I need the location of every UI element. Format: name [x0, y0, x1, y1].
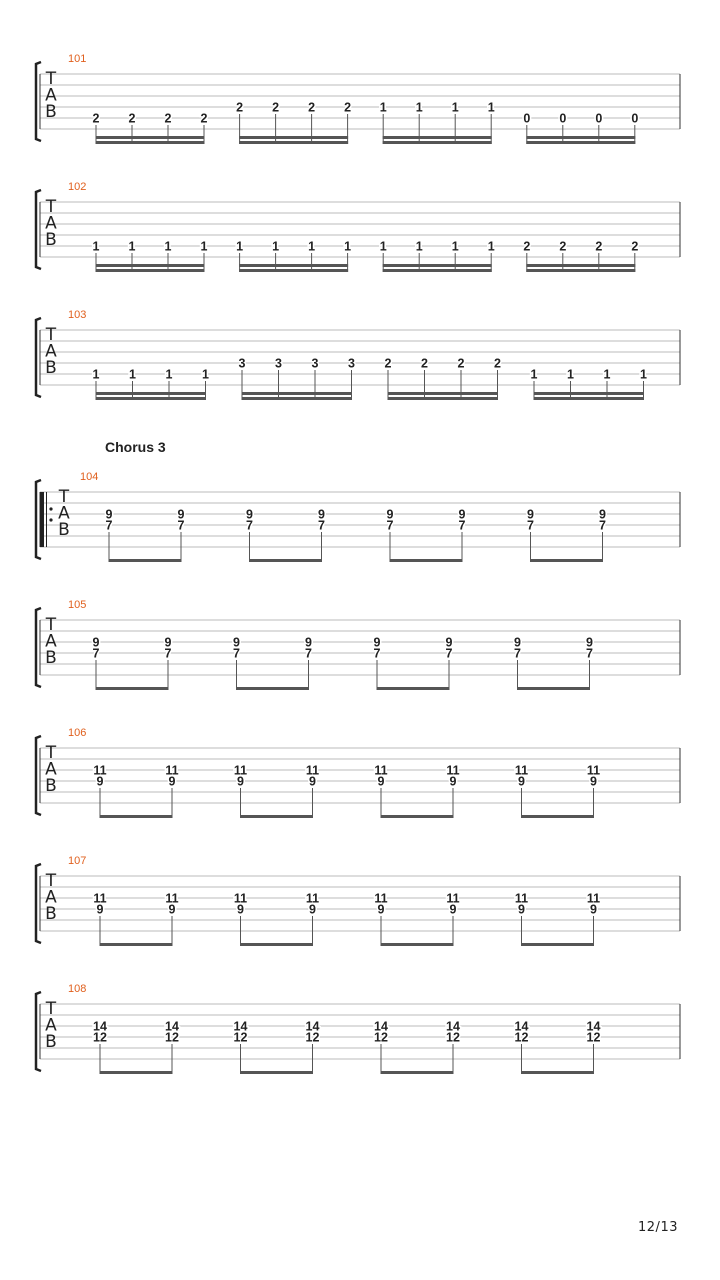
fret-number: 1	[567, 367, 574, 382]
fret-number: 1	[640, 367, 647, 382]
tab-clef-letter: A	[45, 759, 57, 780]
beam	[96, 141, 205, 144]
fret-number: 1	[92, 239, 100, 254]
fret-number: 9	[237, 902, 244, 917]
fret-number: 9	[449, 902, 457, 917]
tab-clef-letter: B	[45, 358, 57, 378]
tab-clef-letter: T	[45, 871, 57, 891]
tab-clef-letter: T	[45, 999, 57, 1019]
fret-number: 2	[308, 100, 316, 115]
fret-number: 1	[603, 367, 611, 382]
fret-number: 9	[518, 902, 525, 917]
fret-number: 3	[311, 356, 319, 371]
fret-number: 7	[105, 518, 113, 533]
section-label: Chorus 3	[105, 439, 166, 455]
fret-number: 1	[415, 100, 423, 115]
beam-secondary	[96, 136, 205, 139]
fret-number: 9	[458, 507, 466, 522]
fret-number: 7	[445, 646, 453, 661]
beam	[100, 815, 173, 818]
fret-number: 9	[445, 635, 453, 650]
beam	[521, 943, 594, 946]
measure-number: 102	[68, 181, 87, 193]
beam	[381, 815, 454, 818]
measure-number: 107	[68, 855, 87, 867]
beam-secondary	[96, 392, 207, 395]
fret-number: 12	[586, 1030, 601, 1045]
fret-number: 14	[446, 1019, 460, 1034]
fret-number: 11	[514, 891, 529, 906]
fret-number: 7	[92, 646, 100, 661]
beam	[236, 687, 309, 690]
beam	[239, 269, 348, 272]
tab-clef-letter: A	[45, 341, 57, 362]
beam	[521, 815, 594, 818]
fret-number: 14	[305, 1019, 320, 1034]
beam	[381, 1071, 454, 1074]
fret-number: 9	[599, 507, 606, 522]
fret-number: 12	[233, 1030, 248, 1045]
fret-number: 9	[309, 902, 316, 917]
fret-number: 9	[305, 635, 312, 650]
fret-number: 12	[305, 1030, 320, 1045]
fret-number: 9	[92, 635, 100, 650]
beam-secondary	[239, 264, 348, 267]
fret-number: 2	[164, 111, 172, 126]
fret-number: 1	[236, 239, 244, 254]
fret-number: 9	[514, 635, 521, 650]
fret-number: 11	[233, 763, 248, 778]
repeat-thick-bar	[40, 492, 44, 547]
fret-number: 1	[415, 239, 423, 254]
fret-number: 1	[379, 239, 387, 254]
fret-number: 1	[451, 239, 459, 254]
tab-clef-letter: B	[45, 904, 57, 924]
beam	[377, 687, 450, 690]
fret-number: 9	[164, 635, 172, 650]
fret-number: 11	[586, 763, 601, 778]
page-number: 12/13	[638, 1220, 678, 1235]
fret-number: 2	[272, 100, 280, 115]
beam	[381, 943, 454, 946]
fret-number: 11	[446, 763, 460, 778]
beam-secondary	[239, 136, 348, 139]
beam	[383, 269, 492, 272]
fret-number: 14	[514, 1019, 529, 1034]
beam	[530, 559, 603, 562]
fret-number: 1	[164, 239, 172, 254]
fret-number: 2	[494, 356, 501, 371]
beam	[388, 397, 499, 400]
beam	[521, 1071, 594, 1074]
fret-number: 1	[128, 239, 136, 254]
measure-number: 105	[68, 599, 87, 611]
beam-secondary	[388, 392, 499, 395]
fret-number: 9	[105, 507, 113, 522]
fret-number: 1	[344, 239, 352, 254]
beam-secondary	[526, 136, 635, 139]
fret-number: 9	[177, 507, 185, 522]
fret-number: 1	[487, 100, 495, 115]
tab-clef-letter: B	[45, 230, 57, 250]
fret-number: 1	[165, 367, 173, 382]
beam	[239, 141, 348, 144]
fret-number: 2	[92, 111, 100, 126]
fret-number: 1	[202, 367, 209, 382]
tab-clef-letter: B	[58, 520, 70, 540]
fret-number: 9	[246, 507, 253, 522]
tab-clef-letter: B	[45, 102, 57, 122]
fret-number: 11	[586, 891, 601, 906]
beam	[100, 943, 173, 946]
beam	[240, 943, 313, 946]
tab-clef-letter: B	[45, 776, 57, 796]
fret-number: 9	[96, 902, 104, 917]
fret-number: 7	[305, 646, 312, 661]
fret-number: 9	[237, 774, 244, 789]
beam	[242, 397, 353, 400]
fret-number: 9	[373, 635, 381, 650]
fret-number: 9	[386, 507, 394, 522]
fret-number: 2	[523, 239, 531, 254]
fret-number: 2	[344, 100, 352, 115]
fret-number: 0	[523, 111, 531, 126]
beam-secondary	[242, 392, 353, 395]
fret-number: 1	[487, 239, 495, 254]
repeat-dot	[49, 507, 52, 510]
tab-clef-letter: T	[45, 197, 57, 217]
measure-number: 103	[68, 309, 87, 321]
fret-number: 7	[318, 518, 325, 533]
tab-clef-letter: B	[45, 648, 57, 668]
fret-number: 1	[200, 239, 208, 254]
fret-number: 9	[586, 635, 593, 650]
beam-secondary	[534, 392, 645, 395]
fret-number: 14	[374, 1019, 388, 1034]
measure-number: 104	[80, 471, 99, 483]
tab-clef-letter: B	[45, 1032, 57, 1052]
fret-number: 11	[446, 891, 460, 906]
fret-number: 9	[377, 774, 385, 789]
fret-number: 11	[305, 763, 320, 778]
fret-number: 14	[93, 1019, 107, 1034]
fret-number: 9	[309, 774, 316, 789]
fret-number: 2	[559, 239, 567, 254]
fret-number: 11	[93, 891, 107, 906]
beam	[240, 1071, 313, 1074]
fret-number: 9	[168, 774, 176, 789]
fret-number: 2	[200, 111, 208, 126]
fret-number: 2	[421, 356, 428, 371]
fret-number: 2	[631, 239, 639, 254]
fret-number: 9	[96, 774, 104, 789]
tab-clef-letter: A	[45, 85, 57, 106]
fret-number: 2	[595, 239, 603, 254]
fret-number: 7	[514, 646, 521, 661]
measure-number: 101	[68, 53, 87, 65]
tab-clef-letter: T	[45, 615, 57, 635]
fret-number: 12	[446, 1030, 460, 1045]
fret-number: 11	[233, 891, 248, 906]
beam	[390, 559, 463, 562]
fret-number: 9	[233, 635, 240, 650]
fret-number: 9	[590, 902, 597, 917]
beam	[96, 687, 169, 690]
fret-number: 2	[236, 100, 244, 115]
tab-clef-letter: A	[45, 887, 57, 908]
beam	[96, 397, 207, 400]
fret-number: 1	[272, 239, 280, 254]
tab-clef-letter: T	[45, 69, 57, 89]
fret-number: 7	[373, 646, 381, 661]
beam	[249, 559, 322, 562]
fret-number: 7	[586, 646, 593, 661]
tab-clef-letter: A	[58, 503, 70, 524]
fret-number: 11	[165, 763, 179, 778]
tab-clef-letter: T	[58, 487, 70, 507]
beam	[526, 269, 635, 272]
beam-secondary	[526, 264, 635, 267]
fret-number: 2	[384, 356, 392, 371]
beam-secondary	[383, 136, 492, 139]
beam	[240, 815, 313, 818]
fret-number: 7	[527, 518, 534, 533]
beam	[96, 269, 205, 272]
fret-number: 7	[233, 646, 240, 661]
fret-number: 3	[348, 356, 355, 371]
fret-number: 12	[165, 1030, 179, 1045]
fret-number: 0	[595, 111, 603, 126]
fret-number: 9	[377, 902, 385, 917]
fret-number: 14	[165, 1019, 179, 1034]
fret-number: 1	[129, 367, 136, 382]
fret-number: 0	[631, 111, 639, 126]
measure-number: 108	[68, 983, 87, 995]
beam-secondary	[96, 264, 205, 267]
tab-clef-letter: A	[45, 213, 57, 234]
fret-number: 7	[164, 646, 172, 661]
fret-number: 14	[586, 1019, 601, 1034]
fret-number: 11	[93, 763, 107, 778]
beam-secondary	[383, 264, 492, 267]
tab-clef-letter: A	[45, 1015, 57, 1036]
fret-number: 9	[318, 507, 325, 522]
fret-number: 1	[308, 239, 316, 254]
fret-number: 1	[530, 367, 538, 382]
fret-number: 12	[93, 1030, 107, 1045]
fret-number: 11	[305, 891, 320, 906]
measure-number: 106	[68, 727, 87, 739]
fret-number: 9	[518, 774, 525, 789]
fret-number: 7	[177, 518, 185, 533]
fret-number: 14	[233, 1019, 248, 1034]
fret-number: 0	[559, 111, 567, 126]
fret-number: 2	[457, 356, 465, 371]
fret-number: 9	[527, 507, 534, 522]
fret-number: 7	[458, 518, 466, 533]
fret-number: 11	[165, 891, 179, 906]
fret-number: 7	[386, 518, 394, 533]
beam	[383, 141, 492, 144]
repeat-dot	[49, 518, 52, 521]
fret-number: 2	[128, 111, 136, 126]
tab-clef-letter: A	[45, 631, 57, 652]
tab-clef-letter: T	[45, 325, 57, 345]
fret-number: 9	[449, 774, 457, 789]
beam	[517, 687, 590, 690]
fret-number: 9	[168, 902, 176, 917]
fret-number: 1	[379, 100, 387, 115]
fret-number: 9	[590, 774, 597, 789]
fret-number: 3	[238, 356, 246, 371]
fret-number: 7	[599, 518, 606, 533]
beam	[534, 397, 645, 400]
beam	[100, 1071, 173, 1074]
tab-clef-letter: T	[45, 743, 57, 763]
beam	[109, 559, 182, 562]
fret-number: 11	[374, 763, 388, 778]
fret-number: 11	[374, 891, 388, 906]
fret-number: 12	[374, 1030, 388, 1045]
fret-number: 3	[275, 356, 282, 371]
fret-number: 12	[514, 1030, 529, 1045]
fret-number: 11	[514, 763, 529, 778]
fret-number: 7	[246, 518, 253, 533]
fret-number: 1	[451, 100, 459, 115]
beam	[526, 141, 635, 144]
fret-number: 1	[92, 367, 100, 382]
